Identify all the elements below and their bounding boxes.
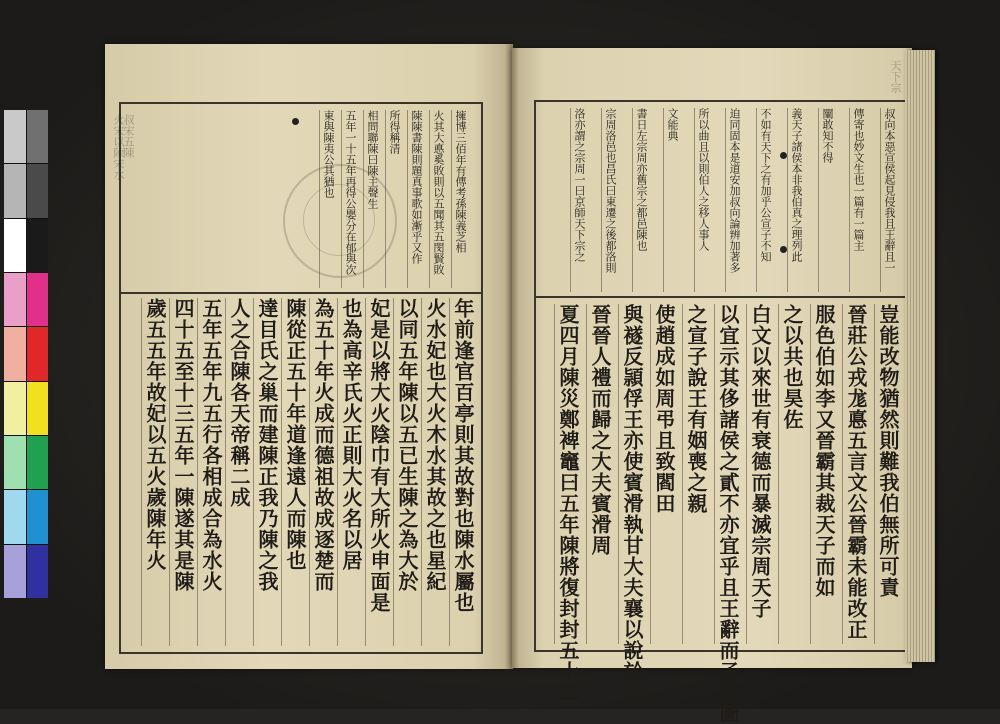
column-rule (253, 298, 254, 646)
page-edges (905, 50, 935, 662)
column-rule (880, 108, 881, 292)
right-page-divider (534, 296, 910, 298)
text-column: 以宜示其侈諸侯之貳不亦宜乎且王辭而子其圖 (716, 304, 740, 724)
column-rule (407, 110, 408, 288)
column-rule (319, 110, 320, 288)
column-rule (337, 298, 338, 646)
calibration-swatch (4, 273, 26, 326)
annotation-column: 所得稱清 (388, 110, 401, 154)
annotation-column: 傳寄也妙文生也一篇有一篇主 (852, 108, 865, 251)
text-column: 夏四月陳災鄭裨竈曰五年陳將復封封五十二 (556, 304, 580, 703)
text-column: 達目氏之巢而建陳正我乃陳之我 (255, 298, 279, 592)
calibration-swatch (4, 490, 26, 543)
text-column: 年前逢官百亭則其故對也陳水屬也 (451, 298, 475, 613)
text-column: 五年五年九五行各相成合為水火 (199, 298, 223, 592)
calibration-swatch (27, 490, 49, 543)
text-column: 妃是以將大火陰巾有大所火申面是 (367, 298, 391, 613)
annotation-column: 書日左宗周亦舊宗之都邑陳也 (635, 108, 648, 251)
calibration-swatch (4, 164, 26, 217)
color-calibration-strip (4, 110, 48, 598)
column-rule (421, 298, 422, 646)
calibration-swatch (27, 436, 49, 489)
left-page-divider (119, 292, 483, 294)
annotation-column: 闡敢知不得 (821, 108, 834, 163)
bleed-column: 叔宋五陳 (122, 114, 135, 158)
text-column: 人之合陳各天帝稱二成 (227, 298, 251, 508)
column-rule (365, 298, 366, 646)
text-column: 服色伯如李又晉霸其裁天子而如 (812, 304, 836, 598)
right-margin-text: 天下宗 (889, 60, 902, 93)
annotation-column: 相問聯陳曰陳主聲生 (366, 110, 379, 209)
column-rule (842, 304, 843, 644)
text-column: 白文以來世有衰德而暴滅宗周天子 (748, 304, 772, 619)
column-rule (849, 108, 850, 292)
column-rule (746, 304, 747, 644)
column-rule (141, 298, 142, 646)
column-rule (309, 298, 310, 646)
calibration-swatch (4, 545, 26, 598)
text-column: 豈能改物猶然則難我伯無所可責 (876, 304, 900, 598)
column-rule (663, 108, 664, 292)
column-rule (756, 108, 757, 292)
annotation-column: 不如有天下之有加乎公宣子不知 (759, 108, 772, 262)
column-rule (632, 108, 633, 292)
text-column: 陳從正五十年道逢遠人而陳也 (283, 298, 307, 571)
text-column: 火水妃也大火木水其故之也星紀 (423, 298, 447, 592)
text-column: 之以共也昊佐 (780, 304, 804, 430)
left-page (105, 44, 513, 669)
circle-marker-icon (780, 152, 787, 159)
column-rule (197, 298, 198, 646)
book-gutter (505, 44, 519, 669)
calibration-swatch (4, 327, 26, 380)
column-rule (618, 304, 619, 644)
bleed-column: 火宋以陳宋水 (112, 114, 125, 180)
calibration-swatch (4, 436, 26, 489)
text-column: 以同五年陳以五已生陳之為大於 (395, 298, 419, 592)
calibration-swatch (27, 219, 49, 272)
column-rule (874, 304, 875, 644)
calibration-swatch (4, 219, 26, 272)
annotation-column: 文能典 (666, 108, 679, 141)
column-rule (682, 304, 683, 644)
column-rule (363, 110, 364, 288)
calibration-swatch (27, 164, 49, 217)
text-column: 與襚反頴俘王亦使賓滑執甘大夫襄以說於 (620, 304, 644, 682)
calibration-swatch (27, 545, 49, 598)
column-rule (650, 304, 651, 644)
circle-marker-icon (292, 118, 299, 125)
column-rule (449, 298, 450, 646)
calibration-swatch (4, 110, 26, 163)
column-rule (225, 298, 226, 646)
calibration-swatch (4, 382, 26, 435)
column-rule (601, 108, 602, 292)
column-rule (281, 298, 282, 646)
annotation-column: 所以曲且以則伯人之移人事人 (697, 108, 710, 251)
annotation-column: 擁博三佰年有傳考孫陳義芝相 (454, 110, 467, 253)
text-column: 歲五五年故妃以五火歲陳年火 (143, 298, 167, 571)
annotation-column: 東與陳夷公其猶也 (322, 110, 335, 198)
column-rule (169, 298, 170, 646)
column-rule (554, 304, 555, 644)
annotation-column: 陳陳書陳則題真事歌如漸乎又作 (410, 110, 423, 264)
column-rule (570, 108, 571, 292)
text-column: 之宣子說王有姻喪之親 (684, 304, 708, 514)
column-rule (810, 304, 811, 644)
calibration-swatch (27, 273, 49, 326)
column-rule (385, 110, 386, 288)
column-rule (694, 108, 695, 292)
column-rule (725, 108, 726, 292)
column-rule (393, 298, 394, 646)
column-rule (818, 108, 819, 292)
calibration-swatch (27, 327, 49, 380)
right-page (512, 48, 912, 724)
annotation-column: 宗周洛邑也昌氏曰東遷之後都洛則 (604, 108, 617, 273)
text-column: 晉晉人禮而歸之大夫賓滑周 (588, 304, 612, 556)
circle-marker-icon (780, 246, 787, 253)
text-column: 晉莊公戎尨悳五言文公晉霸未能改正 (844, 304, 868, 640)
faint-seal-inner (303, 184, 375, 256)
annotation-column: 迫同固本是道安加叔向論辨加著多 (728, 108, 741, 273)
text-column: 也為高辛氏火正則大火名以居 (339, 298, 363, 571)
column-rule (429, 110, 430, 288)
calibration-swatch (27, 382, 49, 435)
text-column: 使趙成如周弔且致閻田 (652, 304, 676, 514)
text-column: 為五十年火成而德祖故成逐楚而 (311, 298, 335, 592)
column-rule (341, 110, 342, 288)
annotation-column: 義天子諸侯本非我伯真之理列此 (790, 108, 803, 262)
text-column: 四十五至十三五年一陳遂其是陳 (171, 298, 195, 592)
calibration-swatch (27, 110, 49, 163)
column-rule (451, 110, 452, 288)
annotation-column: 洛亦謂之宗周一曰京師天下宗之 (573, 108, 586, 262)
annotation-column: 五年一十五年再得公嬰分在郁與次 (344, 110, 357, 275)
column-rule (778, 304, 779, 644)
column-rule (787, 108, 788, 292)
annotation-column: 火其大悳奚敗則以五聞其五閔賢敗 (432, 110, 445, 275)
column-rule (586, 304, 587, 644)
annotation-column: 叔向本惡宣侯起見侵我且王辭且一 (883, 108, 896, 273)
column-rule (714, 304, 715, 644)
